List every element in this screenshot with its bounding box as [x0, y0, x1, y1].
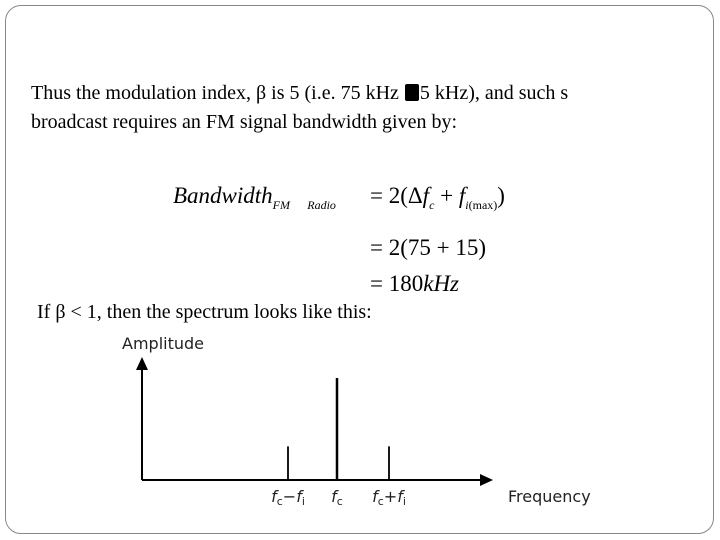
eq-row1-prefix: = 2(Δ	[370, 183, 423, 208]
eq-row1-fi: f	[458, 183, 466, 208]
eq-row1-close: )	[497, 183, 505, 208]
replacement-char-icon	[405, 84, 419, 101]
eq-row1-plus: +	[434, 183, 459, 208]
paragraph-line-1	[31, 79, 701, 108]
eq-row3-number: = 180	[370, 271, 424, 296]
y-axis-label: Amplitude	[122, 334, 204, 353]
equation-row-1	[370, 183, 505, 213]
equation-lhs-sub-radio: Radio	[307, 198, 336, 212]
spectrum-condition-text: If β < 1, then the spectrum looks like this:	[37, 301, 372, 323]
x-axis-label: Frequency	[508, 487, 591, 506]
equation-lhs-sub-fm: FM	[272, 198, 290, 212]
equation-row-3	[370, 271, 459, 297]
eq-row3-unit: kHz	[423, 271, 460, 296]
tick-label-3: fc+fi	[372, 487, 406, 508]
eq-row1-fi-sub-max: (max)	[468, 198, 498, 212]
eq-row1-fi-sub-i: i	[465, 198, 469, 212]
eq-row1-fc: f	[422, 183, 430, 208]
equation-row-2: = 2(75 + 15)	[370, 235, 487, 260]
paragraph-line-1-end: 5 kHz), and such s	[419, 82, 569, 104]
paragraph-line-2: broadcast requires an FM signal bandwidth given by:	[31, 111, 458, 133]
eq-row1-fc-sub: c	[429, 198, 435, 212]
equation-lhs-word: Bandwidth	[173, 183, 273, 208]
paragraph-line-1-start: Thus the modulation index, β is 5 (i.e. 75 kHz	[31, 82, 404, 104]
tick-label-1: fc−fi	[271, 487, 305, 508]
tick-label-2: fc	[331, 487, 343, 508]
intro-paragraph	[31, 79, 701, 137]
equation-lhs	[173, 183, 336, 213]
